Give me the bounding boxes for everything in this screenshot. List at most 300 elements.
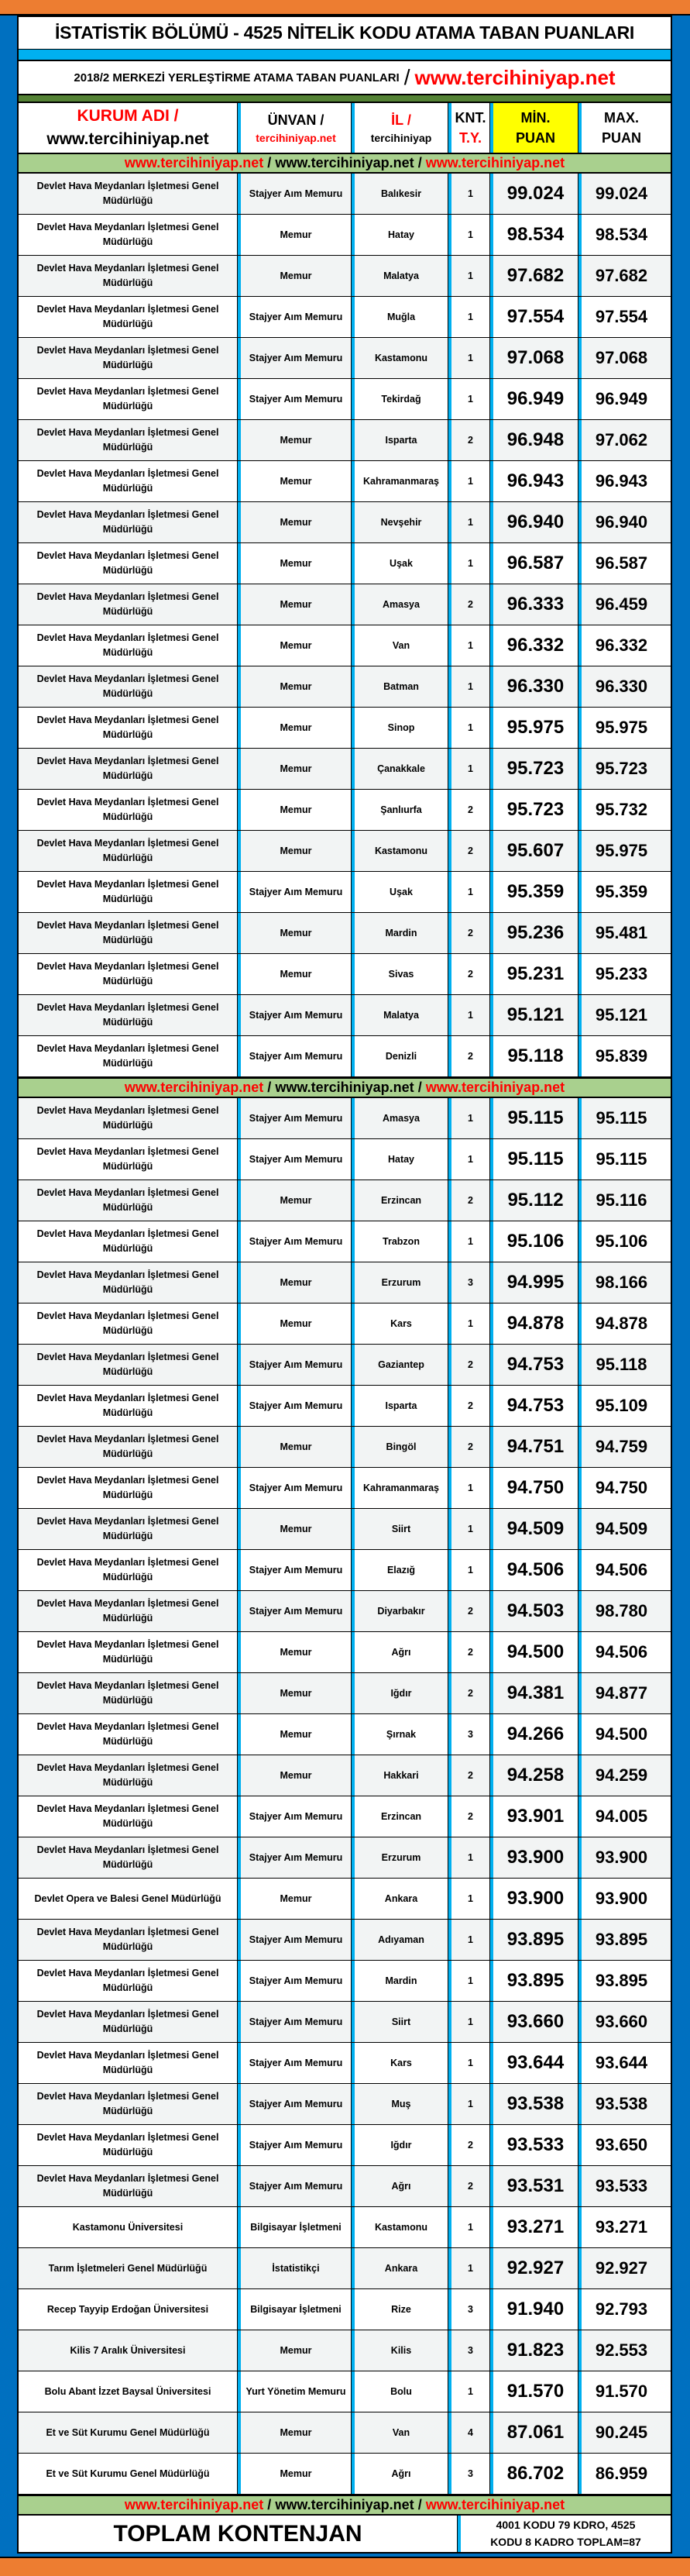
cell-knt: 1: [451, 2084, 493, 2124]
cell-min-puan: 96.943: [493, 461, 582, 501]
cell-unvan: Memur: [241, 954, 355, 994]
cell-unvan: Stajyer Aım Memuru: [241, 995, 355, 1035]
table-row: [17, 584, 672, 625]
table-row: [17, 379, 672, 420]
cell-kurum: Devlet Hava Meydanları İşletmesi Genel Müdürlüğü: [19, 584, 241, 625]
cell-knt: 4: [451, 2412, 493, 2453]
green-divider: [17, 94, 672, 103]
cell-knt: 1: [451, 749, 493, 789]
total-quota-note: [461, 2516, 671, 2552]
cell-kurum: Devlet Hava Meydanları İşletmesi Genel Müdürlüğü: [19, 995, 241, 1035]
cell-knt: 2: [451, 1673, 493, 1713]
cell-min-puan: 93.531: [493, 2166, 582, 2206]
cell-il: Malatya: [355, 995, 451, 1035]
cell-knt: 1: [451, 1303, 493, 1344]
cell-max-puan: 90.245: [595, 2423, 648, 2442]
cell-kurum: Devlet Hava Meydanları İşletmesi Genel Müdürlüğü: [19, 2125, 241, 2165]
cell-il: Trabzon: [355, 1221, 451, 1262]
cell-min-puan: 94.751: [493, 1427, 582, 1467]
cell-max-puan: 97.062: [595, 430, 648, 449]
cell-kurum: Bolu Abant İzzet Baysal Üniversitesi: [19, 2371, 241, 2412]
cell-max-puan: 99.024: [595, 184, 648, 203]
table-row: [17, 502, 672, 543]
cell-max-puan: 96.459: [595, 594, 648, 614]
cell-min-puan: 93.538: [493, 2084, 582, 2124]
cell-unvan: Memur: [241, 708, 355, 748]
table-row: [17, 1345, 672, 1386]
page-title: İSTATİSTİK BÖLÜMÜ - 4525 NİTELİK KODU ATAMA TABAN PUANLARI: [17, 15, 672, 50]
cell-knt: 2: [451, 1796, 493, 1837]
cell-max-puan: 95.116: [596, 1190, 647, 1210]
cell-max-puan: 94.877: [595, 1683, 648, 1703]
cell-min-puan: 95.115: [493, 1098, 582, 1138]
cell-il: Kahramanmaraş: [355, 461, 451, 501]
table-row: [17, 1139, 672, 1180]
cell-il: Kastamonu: [355, 831, 451, 871]
header-kurum: [19, 103, 241, 153]
cell-unvan: Stajyer Aım Memuru: [241, 1796, 355, 1837]
cell-unvan: Stajyer Aım Memuru: [241, 1550, 355, 1590]
header-knt: [451, 103, 493, 153]
cell-il: Kilis: [355, 2330, 451, 2371]
cell-unvan: Memur: [241, 1673, 355, 1713]
cell-knt: 2: [451, 1386, 493, 1426]
cell-knt: 1: [451, 1468, 493, 1508]
header-unvan-url: tercihiniyap.net: [256, 131, 336, 144]
table-row: [17, 790, 672, 831]
cell-knt: 1: [451, 461, 493, 501]
cell-unvan: Memur: [241, 461, 355, 501]
cell-il: Ağrı: [355, 1632, 451, 1672]
cell-il: Denizli: [355, 1036, 451, 1076]
cell-unvan: Memur: [241, 2330, 355, 2371]
cell-min-puan: 92.927: [493, 2248, 582, 2288]
cell-knt: 1: [451, 995, 493, 1035]
cell-knt: 2: [451, 2125, 493, 2165]
header-min-puan-label: PUAN: [515, 130, 555, 146]
cell-unvan: Memur: [241, 790, 355, 830]
cell-il: Van: [355, 2412, 451, 2453]
table-row: [17, 461, 672, 502]
cell-min-puan: 94.381: [493, 1673, 582, 1713]
cell-il: Bingöl: [355, 1427, 451, 1467]
header-kurum-label: KURUM ADI /: [77, 106, 179, 125]
score-sheet: [17, 15, 672, 2554]
total-quota-note-line2: KODU 8 KADRO TOPLAM=87: [490, 2535, 641, 2548]
watermark-url: www.tercihiniyap.net: [124, 2497, 264, 2512]
cell-knt: 3: [451, 2454, 493, 2494]
header-max-label: MAX.: [604, 109, 639, 126]
total-quota-label: TOPLAM KONTENJAN: [19, 2516, 461, 2552]
cell-knt: 3: [451, 1714, 493, 1755]
cell-min-puan: 94.995: [493, 1262, 582, 1303]
cell-max-puan: 86.959: [595, 2464, 648, 2483]
cell-knt: 1: [451, 666, 493, 707]
cell-knt: 2: [451, 2166, 493, 2206]
cell-min-puan: 94.750: [493, 1468, 582, 1508]
cell-min-puan: 96.949: [493, 379, 582, 419]
cell-max-puan: 95.481: [595, 923, 648, 942]
cell-max-puan: 93.900: [595, 1889, 648, 1908]
cell-il: Hakkari: [355, 1755, 451, 1796]
cell-kurum: Devlet Hava Meydanları İşletmesi Genel Müdürlüğü: [19, 954, 241, 994]
cell-unvan: Memur: [241, 749, 355, 789]
cell-il: Balıkesir: [355, 174, 451, 214]
cell-max-puan: 93.644: [595, 2053, 648, 2072]
cell-max-puan: 93.895: [595, 1971, 648, 1990]
table-row: [17, 1386, 672, 1427]
cell-unvan: Stajyer Aım Memuru: [241, 338, 355, 378]
table-footer: [17, 2516, 672, 2554]
total-quota-note-line1: 4001 KODU 79 KDRO, 4525: [496, 2518, 636, 2531]
cell-knt: 2: [451, 954, 493, 994]
cell-il: Ağrı: [355, 2454, 451, 2494]
cell-knt: 1: [451, 1920, 493, 1960]
cell-knt: 3: [451, 2330, 493, 2371]
cell-max-puan: 95.115: [596, 1149, 647, 1169]
table-body-block-2: [17, 1098, 672, 2495]
table-row: [17, 1550, 672, 1591]
cell-il: Siirt: [355, 2002, 451, 2042]
cell-max-puan: 94.506: [595, 1642, 648, 1662]
table-row: [17, 1837, 672, 1879]
cell-knt: 1: [451, 297, 493, 337]
cell-unvan: Stajyer Aım Memuru: [241, 1036, 355, 1076]
table-row: [17, 1755, 672, 1796]
cell-min-puan: 97.554: [493, 297, 582, 337]
cell-kurum: Devlet Hava Meydanları İşletmesi Genel Müdürlüğü: [19, 1961, 241, 2001]
cell-knt: 2: [451, 913, 493, 953]
cell-kurum: Devlet Hava Meydanları İşletmesi Genel Müdürlüğü: [19, 625, 241, 666]
table-row: [17, 913, 672, 954]
cell-kurum: Devlet Hava Meydanları İşletmesi Genel Müdürlüğü: [19, 1550, 241, 1590]
cell-unvan: Memur: [241, 1427, 355, 1467]
cell-unvan: Stajyer Aım Memuru: [241, 379, 355, 419]
cell-il: Erzurum: [355, 1262, 451, 1303]
cell-unvan: Stajyer Aım Memuru: [241, 1386, 355, 1426]
table-row: [17, 1796, 672, 1837]
cell-kurum: Devlet Hava Meydanları İşletmesi Genel Müdürlüğü: [19, 461, 241, 501]
cell-kurum: Devlet Hava Meydanları İşletmesi Genel Müdürlüğü: [19, 1427, 241, 1467]
cell-max-puan: 94.259: [595, 1765, 648, 1785]
cell-min-puan: 93.533: [493, 2125, 582, 2165]
cell-il: Uşak: [355, 872, 451, 912]
cell-kurum: Devlet Hava Meydanları İşletmesi Genel Müdürlüğü: [19, 790, 241, 830]
watermark-sep: /: [417, 155, 422, 170]
cell-kurum: Devlet Hava Meydanları İşletmesi Genel Müdürlüğü: [19, 1098, 241, 1138]
cell-max-puan: 95.975: [595, 718, 648, 737]
cell-unvan: Memur: [241, 1714, 355, 1755]
table-row: [17, 1468, 672, 1509]
cell-unvan: Stajyer Aım Memuru: [241, 1221, 355, 1262]
cell-min-puan: 91.940: [493, 2289, 582, 2330]
cell-min-puan: 96.948: [493, 420, 582, 460]
cell-il: Kahramanmaraş: [355, 1468, 451, 1508]
cell-il: Mardin: [355, 913, 451, 953]
watermark-url: www.tercihiniyap.net: [124, 1080, 264, 1095]
cell-kurum: Et ve Süt Kurumu Genel Müdürlüğü: [19, 2412, 241, 2453]
cell-max-puan: 94.759: [595, 1437, 648, 1456]
cell-max-puan: 98.166: [595, 1273, 648, 1292]
cell-il: Tekirdağ: [355, 379, 451, 419]
cell-kurum: Devlet Hava Meydanları İşletmesi Genel Müdürlüğü: [19, 1714, 241, 1755]
cell-kurum: Devlet Hava Meydanları İşletmesi Genel Müdürlüğü: [19, 1509, 241, 1549]
cell-min-puan: 94.506: [493, 1550, 582, 1590]
cell-il: Nevşehir: [355, 502, 451, 542]
cell-max-puan: 98.780: [595, 1601, 648, 1620]
header-il: [355, 103, 451, 153]
cell-unvan: İstatistikçi: [241, 2248, 355, 2288]
cell-kurum: Devlet Hava Meydanları İşletmesi Genel Müdürlüğü: [19, 543, 241, 584]
cell-min-puan: 93.901: [493, 1796, 582, 1837]
cell-il: Hatay: [355, 1139, 451, 1180]
cell-kurum: Devlet Hava Meydanları İşletmesi Genel Müdürlüğü: [19, 1139, 241, 1180]
cell-kurum: Devlet Hava Meydanları İşletmesi Genel Müdürlüğü: [19, 831, 241, 871]
cell-max-puan: 94.750: [595, 1478, 648, 1497]
cell-knt: 1: [451, 2371, 493, 2412]
cell-knt: 1: [451, 215, 493, 255]
cell-min-puan: 95.723: [493, 790, 582, 830]
cell-min-puan: 96.332: [493, 625, 582, 666]
table-row: [17, 2084, 672, 2125]
cell-il: Gaziantep: [355, 1345, 451, 1385]
cell-min-puan: 95.121: [493, 995, 582, 1035]
cell-unvan: Stajyer Aım Memuru: [241, 2043, 355, 2083]
cell-min-puan: 94.503: [493, 1591, 582, 1631]
cell-knt: 1: [451, 338, 493, 378]
cell-unvan: Stajyer Aım Memuru: [241, 2002, 355, 2042]
cell-min-puan: 87.061: [493, 2412, 582, 2453]
cell-max-puan: 94.005: [595, 1806, 648, 1826]
header-unvan-label: ÜNVAN /: [267, 112, 324, 128]
cell-max-puan: 92.793: [595, 2299, 648, 2319]
cell-il: Erzincan: [355, 1180, 451, 1221]
cell-unvan: Bilgisayar İşletmeni: [241, 2207, 355, 2247]
table-row: [17, 954, 672, 995]
cell-il: Kars: [355, 1303, 451, 1344]
watermark-url: www.tercihiniyap.net: [275, 155, 414, 170]
cell-knt: 1: [451, 1550, 493, 1590]
cell-knt: 1: [451, 256, 493, 296]
table-row: [17, 1879, 672, 1920]
cell-min-puan: 95.118: [493, 1036, 582, 1076]
table-row: [17, 420, 672, 461]
cell-unvan: Memur: [241, 913, 355, 953]
cell-knt: 1: [451, 708, 493, 748]
cell-knt: 1: [451, 1139, 493, 1180]
cell-kurum: Devlet Hava Meydanları İşletmesi Genel Müdürlüğü: [19, 1036, 241, 1076]
cell-kurum: Kastamonu Üniversitesi: [19, 2207, 241, 2247]
table-row: [17, 2371, 672, 2412]
cell-knt: 1: [451, 2248, 493, 2288]
cell-kurum: Devlet Hava Meydanları İşletmesi Genel Müdürlüğü: [19, 174, 241, 214]
cell-il: Adıyaman: [355, 1920, 451, 1960]
table-row: [17, 2207, 672, 2248]
cell-min-puan: 96.940: [493, 502, 582, 542]
table-row: [17, 2166, 672, 2207]
table-row: [17, 1714, 672, 1755]
bottom-orange-bar: [0, 2557, 690, 2576]
cell-knt: 2: [451, 831, 493, 871]
cell-unvan: Yurt Yönetim Memuru: [241, 2371, 355, 2412]
table-row: [17, 831, 672, 872]
cell-unvan: Memur: [241, 2412, 355, 2453]
header-min-puan: [493, 103, 582, 153]
cell-unvan: Memur: [241, 420, 355, 460]
cell-min-puan: 94.753: [493, 1345, 582, 1385]
table-row: [17, 2248, 672, 2289]
cell-il: Erzincan: [355, 1796, 451, 1837]
cell-il: Sinop: [355, 708, 451, 748]
cell-knt: 2: [451, 420, 493, 460]
cell-kurum: Devlet Hava Meydanları İşletmesi Genel Müdürlüğü: [19, 1837, 241, 1878]
table-row: [17, 256, 672, 297]
cell-il: Ağrı: [355, 2166, 451, 2206]
table-row: [17, 1427, 672, 1468]
cell-min-puan: 93.900: [493, 1879, 582, 1919]
cell-kurum: Devlet Hava Meydanları İşletmesi Genel Müdürlüğü: [19, 215, 241, 255]
cell-kurum: Devlet Hava Meydanları İşletmesi Genel Müdürlüğü: [19, 502, 241, 542]
cell-max-puan: 93.660: [595, 2012, 648, 2031]
table-row: [17, 1036, 672, 1077]
table-row: [17, 1509, 672, 1550]
cell-kurum: Devlet Hava Meydanları İşletmesi Genel Müdürlüğü: [19, 1386, 241, 1426]
cell-max-puan: 96.949: [595, 389, 648, 408]
cell-unvan: Memur: [241, 1303, 355, 1344]
cell-unvan: Stajyer Aım Memuru: [241, 1920, 355, 1960]
cell-knt: 1: [451, 502, 493, 542]
cell-max-puan: 92.553: [595, 2340, 648, 2360]
cell-kurum: Devlet Hava Meydanları İşletmesi Genel Müdürlüğü: [19, 872, 241, 912]
cell-kurum: Devlet Hava Meydanları İşletmesi Genel Müdürlüğü: [19, 1591, 241, 1631]
cell-kurum: Devlet Hava Meydanları İşletmesi Genel Müdürlüğü: [19, 379, 241, 419]
cell-max-puan: 95.106: [595, 1231, 648, 1251]
cell-min-puan: 96.333: [493, 584, 582, 625]
cell-unvan: Stajyer Aım Memuru: [241, 2166, 355, 2206]
cell-kurum: Tarım İşletmeleri Genel Müdürlüğü: [19, 2248, 241, 2288]
cell-max-puan: 95.975: [595, 841, 648, 860]
cell-min-puan: 96.330: [493, 666, 582, 707]
cell-knt: 1: [451, 1837, 493, 1878]
table-row: [17, 543, 672, 584]
cell-min-puan: 94.753: [493, 1386, 582, 1426]
cell-min-puan: 95.723: [493, 749, 582, 789]
cell-kurum: Devlet Hava Meydanları İşletmesi Genel Müdürlüğü: [19, 1180, 241, 1221]
cell-max-puan: 93.900: [595, 1848, 648, 1867]
cell-unvan: Memur: [241, 666, 355, 707]
cell-min-puan: 93.895: [493, 1961, 582, 2001]
cell-kurum: Devlet Hava Meydanları İşletmesi Genel Müdürlüğü: [19, 1468, 241, 1508]
cell-knt: 2: [451, 790, 493, 830]
cell-max-puan: 96.587: [595, 553, 648, 573]
cell-max-puan: 96.943: [595, 471, 648, 491]
cell-kurum: Devlet Hava Meydanları İşletmesi Genel Müdürlüğü: [19, 1303, 241, 1344]
cell-knt: 1: [451, 2002, 493, 2042]
cell-max-puan: 97.682: [595, 266, 648, 285]
cell-max-puan: 92.927: [595, 2258, 648, 2278]
cell-min-puan: 91.570: [493, 2371, 582, 2412]
table-row: [17, 1262, 672, 1303]
cell-knt: 1: [451, 1509, 493, 1549]
cell-knt: 1: [451, 543, 493, 584]
cell-min-puan: 91.823: [493, 2330, 582, 2371]
cell-unvan: Stajyer Aım Memuru: [241, 1468, 355, 1508]
cell-kurum: Devlet Hava Meydanları İşletmesi Genel Müdürlüğü: [19, 749, 241, 789]
cell-unvan: Memur: [241, 1632, 355, 1672]
watermark-url: www.tercihiniyap.net: [124, 155, 264, 170]
cell-unvan: Stajyer Aım Memuru: [241, 1139, 355, 1180]
cell-knt: 1: [451, 872, 493, 912]
cell-min-puan: 94.266: [493, 1714, 582, 1755]
cell-il: Kastamonu: [355, 2207, 451, 2247]
cell-max-puan: 95.732: [595, 800, 648, 819]
cell-min-puan: 95.359: [493, 872, 582, 912]
table-row: [17, 666, 672, 708]
cell-unvan: Memur: [241, 625, 355, 666]
cell-kurum: Devlet Hava Meydanları İşletmesi Genel Müdürlüğü: [19, 1632, 241, 1672]
cell-unvan: Memur: [241, 831, 355, 871]
cell-unvan: Stajyer Aım Memuru: [241, 2125, 355, 2165]
header-il-url: tercihiniyap: [370, 131, 432, 144]
cell-max-puan: 95.839: [595, 1046, 648, 1066]
cell-kurum: Devlet Hava Meydanları İşletmesi Genel Müdürlüğü: [19, 666, 241, 707]
cell-unvan: Memur: [241, 1755, 355, 1796]
cell-unvan: Memur: [241, 1262, 355, 1303]
table-row: [17, 1180, 672, 1221]
cell-il: Siirt: [355, 1509, 451, 1549]
cell-min-puan: 98.534: [493, 215, 582, 255]
cell-il: Isparta: [355, 420, 451, 460]
cell-min-puan: 95.975: [493, 708, 582, 748]
table-row: [17, 1303, 672, 1345]
cell-min-puan: 94.500: [493, 1632, 582, 1672]
cell-max-puan: 95.118: [596, 1355, 647, 1374]
cell-knt: 3: [451, 2289, 493, 2330]
cell-max-puan: 95.109: [595, 1396, 648, 1415]
cell-unvan: Stajyer Aım Memuru: [241, 872, 355, 912]
table-row: [17, 625, 672, 666]
header-kurum-url: www.tercihiniyap.net: [46, 130, 209, 148]
cell-min-puan: 97.682: [493, 256, 582, 296]
table-row: [17, 297, 672, 338]
cell-il: Amasya: [355, 1098, 451, 1138]
cell-max-puan: 91.570: [595, 2381, 648, 2401]
cell-min-puan: 93.895: [493, 1920, 582, 1960]
cell-kurum: Devlet Hava Meydanları İşletmesi Genel Müdürlüğü: [19, 1262, 241, 1303]
cell-il: Mardin: [355, 1961, 451, 2001]
watermark-url: www.tercihiniyap.net: [425, 155, 565, 170]
table-row: [17, 1632, 672, 1673]
cell-unvan: Memur: [241, 1509, 355, 1549]
cell-kurum: Devlet Hava Meydanları İşletmesi Genel Müdürlüğü: [19, 297, 241, 337]
table-row: [17, 749, 672, 790]
cell-il: Ankara: [355, 2248, 451, 2288]
cell-unvan: Stajyer Aım Memuru: [241, 1591, 355, 1631]
cell-min-puan: 95.231: [493, 954, 582, 994]
table-row: [17, 338, 672, 379]
cell-kurum: Devlet Hava Meydanları İşletmesi Genel Müdürlüğü: [19, 1755, 241, 1796]
cell-knt: 1: [451, 1221, 493, 1262]
cell-max-puan: 96.330: [595, 677, 648, 696]
subtitle-slash: /: [403, 65, 410, 89]
watermark-url: www.tercihiniyap.net: [425, 1080, 565, 1095]
table-row: [17, 1961, 672, 2002]
table-row: [17, 2289, 672, 2330]
cell-min-puan: 93.644: [493, 2043, 582, 2083]
cell-unvan: Memur: [241, 502, 355, 542]
header-il-label: İL /: [391, 112, 411, 128]
cell-kurum: Devlet Hava Meydanları İşletmesi Genel Müdürlüğü: [19, 913, 241, 953]
